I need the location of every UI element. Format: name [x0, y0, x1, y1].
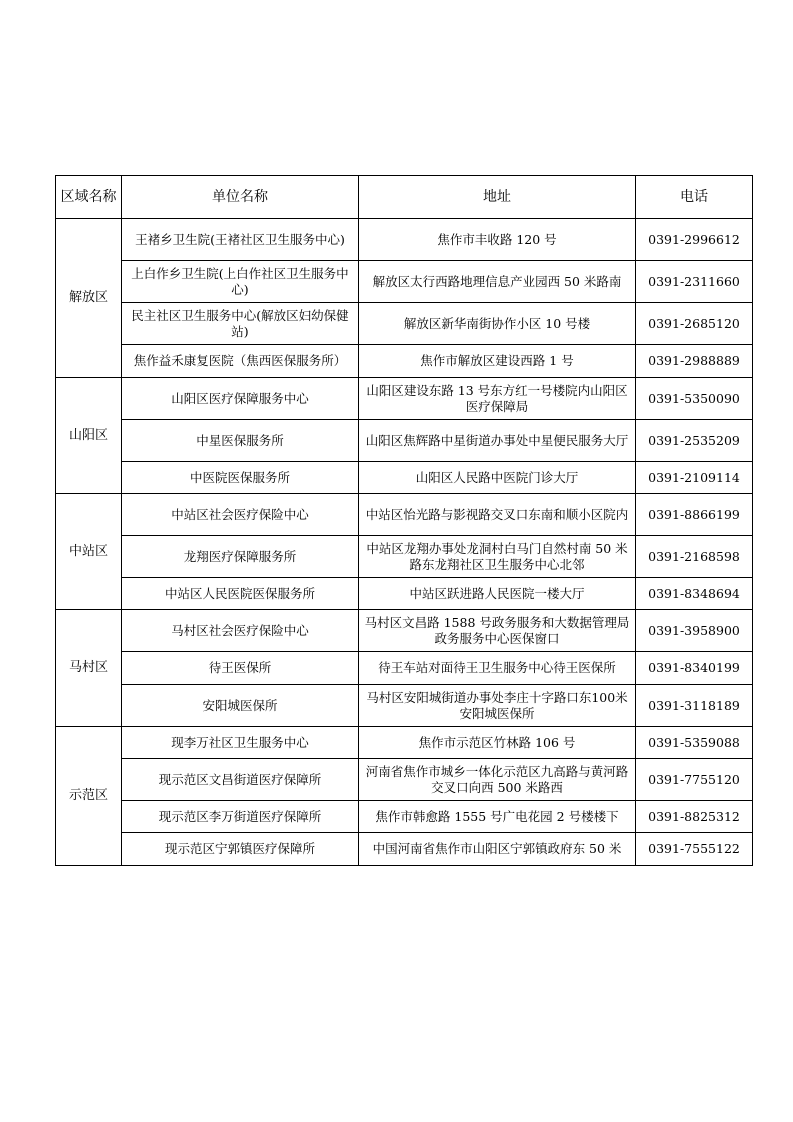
phone-cell: 0391-8825312 — [636, 801, 753, 833]
phone-cell: 0391-2109114 — [636, 462, 753, 494]
table-row — [56, 261, 753, 303]
phone-cell: 0391-7555122 — [636, 833, 753, 866]
table-row — [56, 420, 753, 462]
address-cell: 焦作市丰收路 120 号 — [359, 219, 636, 261]
unit-name-cell: 现李万社区卫生服务中心 — [122, 727, 359, 759]
district-cell: 示范区 — [56, 727, 122, 866]
header-unit-name: 单位名称 — [122, 176, 359, 219]
phone-cell: 0391-2996612 — [636, 219, 753, 261]
header-address: 地址 — [359, 176, 636, 219]
phone-cell: 0391-7755120 — [636, 759, 753, 801]
table-row — [56, 685, 753, 727]
phone-cell: 0391-5350090 — [636, 378, 753, 420]
unit-name-cell: 中站区人民医院医保服务所 — [122, 578, 359, 610]
phone-cell: 0391-8348694 — [636, 578, 753, 610]
address-cell: 焦作市韩愈路 1555 号广电花园 2 号楼楼下 — [359, 801, 636, 833]
table-row — [56, 801, 753, 833]
unit-name-cell: 民主社区卫生服务中心(解放区妇幼保健站) — [122, 303, 359, 345]
address-cell: 中站区跃进路人民医院一楼大厅 — [359, 578, 636, 610]
phone-cell: 0391-2535209 — [636, 420, 753, 462]
table-row — [56, 494, 753, 536]
address-cell: 马村区文昌路 1588 号政务服务和大数据管理局政务服务中心医保窗口 — [359, 610, 636, 652]
district-cell: 解放区 — [56, 219, 122, 378]
phone-cell: 0391-2988889 — [636, 345, 753, 378]
table-row — [56, 378, 753, 420]
header-phone: 电话 — [636, 176, 753, 219]
unit-name-cell: 焦作益禾康复医院（焦西医保服务所） — [122, 345, 359, 378]
address-cell: 河南省焦作市城乡一体化示范区九高路与黄河路交叉口向西 500 米路西 — [359, 759, 636, 801]
address-cell: 解放区太行西路地理信息产业园西 50 米路南 — [359, 261, 636, 303]
district-cell: 中站区 — [56, 494, 122, 610]
address-cell: 焦作市解放区建设西路 1 号 — [359, 345, 636, 378]
header-district: 区域名称 — [56, 176, 122, 219]
unit-name-cell: 中站区社会医疗保险中心 — [122, 494, 359, 536]
district-cell: 山阳区 — [56, 378, 122, 494]
address-cell: 山阳区焦辉路中星街道办事处中星便民服务大厅 — [359, 420, 636, 462]
unit-name-cell: 现示范区宁郭镇医疗保障所 — [122, 833, 359, 866]
phone-cell: 0391-3118189 — [636, 685, 753, 727]
table-row — [56, 345, 753, 378]
table-row — [56, 303, 753, 345]
address-cell: 中站区怡光路与影视路交叉口东南和顺小区院内 — [359, 494, 636, 536]
address-cell: 待王车站对面待王卫生服务中心待王医保所 — [359, 652, 636, 685]
unit-name-cell: 王褚乡卫生院(王褚社区卫生服务中心) — [122, 219, 359, 261]
phone-cell: 0391-5359088 — [636, 727, 753, 759]
phone-cell: 0391-2168598 — [636, 536, 753, 578]
table-row — [56, 462, 753, 494]
table-row — [56, 219, 753, 261]
address-cell: 马村区安阳城街道办事处李庄十字路口东100米安阳城医保所 — [359, 685, 636, 727]
table-row — [56, 652, 753, 685]
address-cell: 中站区龙翔办事处龙洞村白马门自然村南 50 米路东龙翔社区卫生服务中心北邻 — [359, 536, 636, 578]
table-row — [56, 610, 753, 652]
unit-name-cell: 中星医保服务所 — [122, 420, 359, 462]
table-row — [56, 833, 753, 866]
table-row — [56, 727, 753, 759]
phone-cell: 0391-8866199 — [636, 494, 753, 536]
address-cell: 中国河南省焦作市山阳区宁郭镇政府东 50 米 — [359, 833, 636, 866]
unit-name-cell: 龙翔医疗保障服务所 — [122, 536, 359, 578]
phone-cell: 0391-2311660 — [636, 261, 753, 303]
address-cell: 山阳区人民路中医院门诊大厅 — [359, 462, 636, 494]
table-row — [56, 759, 753, 801]
phone-cell: 0391-3958900 — [636, 610, 753, 652]
table-row — [56, 536, 753, 578]
address-cell: 焦作市示范区竹林路 106 号 — [359, 727, 636, 759]
unit-name-cell: 现示范区文昌街道医疗保障所 — [122, 759, 359, 801]
address-cell: 解放区新华南街协作小区 10 号楼 — [359, 303, 636, 345]
unit-name-cell: 上白作乡卫生院(上白作社区卫生服务中心) — [122, 261, 359, 303]
unit-name-cell: 待王医保所 — [122, 652, 359, 685]
phone-cell: 0391-2685120 — [636, 303, 753, 345]
table-row — [56, 578, 753, 610]
unit-name-cell: 现示范区李万街道医疗保障所 — [122, 801, 359, 833]
address-cell: 山阳区建设东路 13 号东方红一号楼院内山阳区医疗保障局 — [359, 378, 636, 420]
district-cell: 马村区 — [56, 610, 122, 727]
unit-name-cell: 马村区社会医疗保险中心 — [122, 610, 359, 652]
unit-name-cell: 中医院医保服务所 — [122, 462, 359, 494]
phone-cell: 0391-8340199 — [636, 652, 753, 685]
unit-name-cell: 安阳城医保所 — [122, 685, 359, 727]
unit-name-cell: 山阳区医疗保障服务中心 — [122, 378, 359, 420]
table-header-row — [56, 176, 753, 219]
medical-insurance-table — [55, 175, 753, 866]
